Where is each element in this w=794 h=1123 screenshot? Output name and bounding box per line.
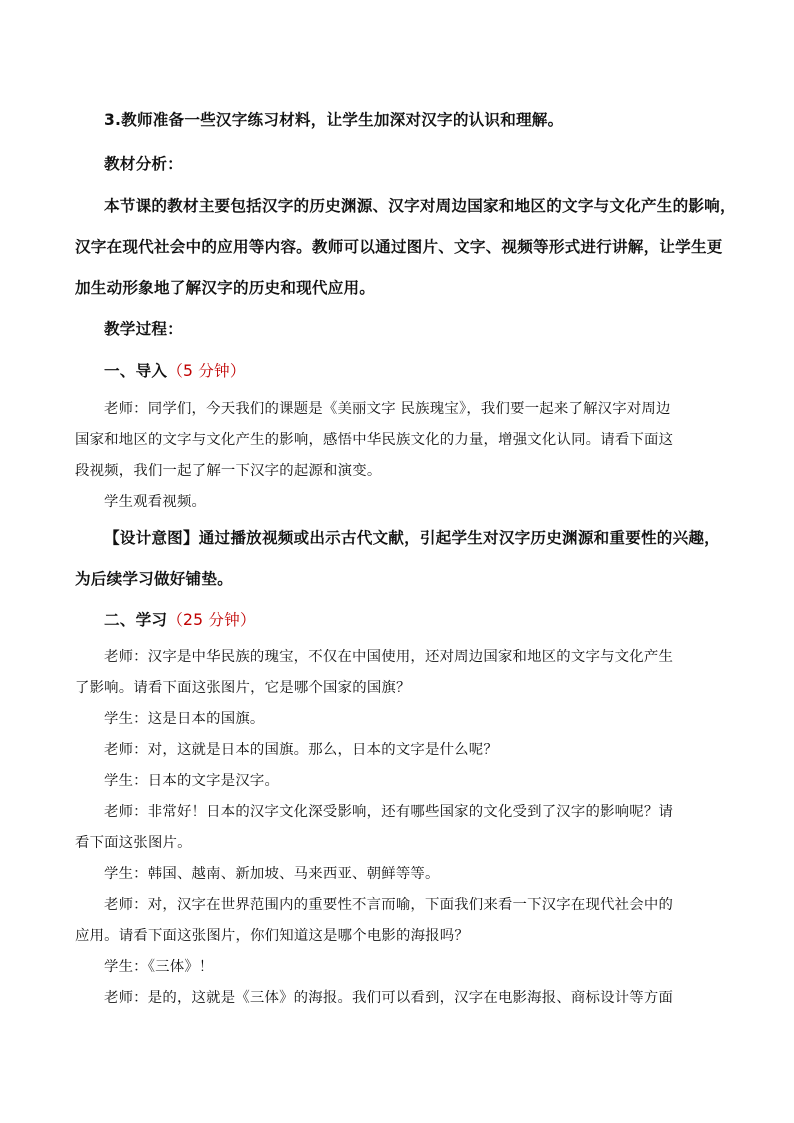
dialogue-line: 了影响。请看下面这张图片，它是哪个国家的国旗？ — [75, 680, 411, 696]
section1-teacher-line: 段视频，我们一起了解一下汉字的起源和演变。 — [75, 463, 382, 479]
dialogue-line: 老师：汉字是中华民族的瑰宝，不仅在中国使用，还对周边国家和地区的文字与文化产生 — [104, 649, 674, 665]
design-intent-line: 【设计意图】通过播放视频或出示古代文献，引起学生对汉字历史渊源和重要性的兴趣， — [104, 529, 720, 547]
dialogue-line: 学生：《三体》！ — [104, 959, 214, 975]
section1-time: （5 分钟） — [167, 362, 246, 380]
section1-heading — [104, 359, 246, 381]
material-text-line: 加生动形象地了解汉字的历史和现代应用。 — [75, 279, 376, 297]
dialogue-line: 老师：是的，这就是《三体》的海报。我们可以看到，汉字在电影海报、商标设计等方面 — [104, 990, 674, 1006]
section1-student-line: 学生观看视频。 — [104, 494, 207, 510]
material-heading: 教材分析： — [104, 155, 183, 173]
dialogue-line: 老师：对，汉字在世界范围内的重要性不言而喻，下面我们来看一下汉字在现代社会中的 — [104, 897, 674, 913]
section1-title: 一、导入 — [104, 362, 168, 380]
material-text-line: 本节课的教材主要包括汉字的历史渊源、汉字对周边国家和地区的文字与文化产生的影响， — [104, 197, 736, 215]
section1-teacher-line: 老师：同学们，今天我们的课题是《美丽文字 民族瑰宝》，我们要一起来了解汉字对周边 — [104, 401, 671, 417]
dialogue-line: 学生：这是日本的国旗。 — [104, 711, 265, 727]
section2-time: （25 分钟） — [167, 611, 256, 629]
section2-title: 二、学习 — [104, 611, 168, 629]
dialogue-line: 学生：韩国、越南、新加坡、马来西亚、朝鲜等等。 — [104, 866, 440, 882]
material-text-line: 汉字在现代社会中的应用等内容。教师可以通过图片、文字、视频等形式进行讲解，让学生更 — [75, 238, 723, 256]
intro-item: 3.教师准备一些汉字练习材料，让学生加深对汉字的认识和理解。 — [104, 111, 564, 129]
dialogue-line: 老师：对，这就是日本的国旗。那么，日本的文字是什么呢？ — [104, 742, 498, 758]
design-intent-line: 为后续学习做好铺垫。 — [75, 570, 233, 588]
dialogue-line: 老师：非常好！日本的汉字文化深受影响，还有哪些国家的文化受到了汉字的影响呢？请 — [104, 804, 674, 820]
dialogue-line: 学生：日本的文字是汉字。 — [104, 773, 280, 789]
process-heading: 教学过程： — [104, 320, 183, 338]
section1-teacher-line: 国家和地区的文字与文化产生的影响，感悟中华民族文化的力量，增强文化认同。请看下面这 — [75, 432, 674, 448]
dialogue-line: 看下面这张图片。 — [75, 835, 192, 851]
section2-heading — [104, 608, 256, 630]
dialogue-line: 应用。请看下面这张图片，你们知道这是哪个电影的海报吗？ — [75, 928, 469, 944]
